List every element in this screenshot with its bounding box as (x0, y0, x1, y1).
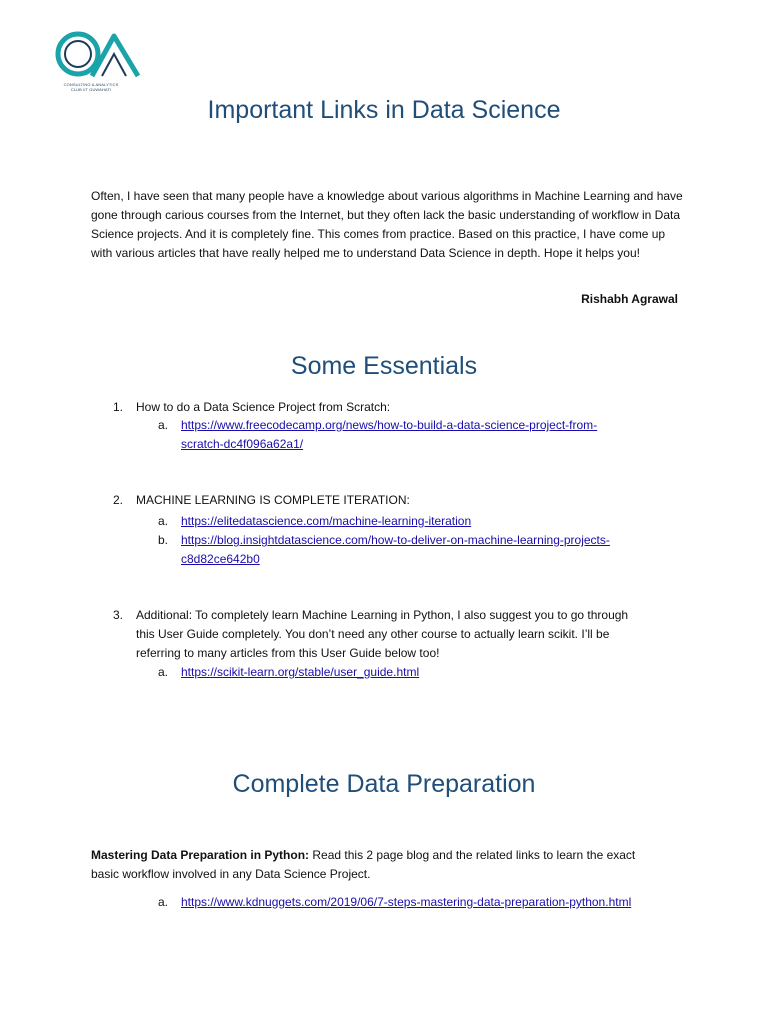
list-number: 2. (113, 493, 124, 507)
list-number: 3. (113, 608, 124, 622)
preparation-text: Read this 2 page blog and the related links to learn the exact (309, 848, 636, 862)
list-item-text: MACHINE LEARNING IS COMPLETE ITERATION: (136, 493, 410, 507)
sub-list-letter: b. (158, 533, 169, 547)
intro-paragraph: Often, I have seen that many people have a knowledge about various algorithms in Machine Learning and have gone through carious courses from the Internet, but they often lack the basic understanding of workflow in Data Science projects. And it is completely fine. This comes from practice. Based on this practice, I have come up with various articles that have really helped me to understand Data Science in depth. Hope it helps you! (91, 189, 683, 260)
preparation-paragraph-line2: basic workflow involved in any Data Science Project. (91, 867, 371, 881)
list-number: 1. (113, 400, 124, 414)
link-insightdatascience[interactable]: https://blog.insightdatascience.com/how-to-deliver-on-machine-learning-projects- (181, 533, 610, 547)
preparation-paragraph (91, 846, 691, 865)
link-kdnuggets[interactable]: https://www.kdnuggets.com/2019/06/7-steps-mastering-data-preparation-python.html (181, 895, 632, 909)
link-elitedatascience[interactable]: https://elitedatascience.com/machine-learning-iteration (181, 514, 472, 528)
link-scikit-learn[interactable]: https://scikit-learn.org/stable/user_guide.html (181, 665, 420, 679)
sub-list-letter: a. (158, 665, 169, 679)
link-freecodecamp-cont[interactable]: scratch-dc4f096a62a1/ (181, 437, 304, 451)
section-heading-preparation: Complete Data Preparation (232, 770, 536, 798)
list-item-text: referring to many articles from this User Guide below too! (136, 646, 440, 660)
link-freecodecamp[interactable]: https://www.freecodecamp.org/news/how-to-build-a-data-science-project-from- (181, 418, 598, 432)
preparation-lead: Mastering Data Preparation in Python: (91, 848, 310, 862)
sub-list-letter: a. (158, 895, 169, 909)
page-title: Important Links in Data Science (207, 96, 561, 124)
author-name: Rishabh Agrawal (581, 292, 678, 306)
list-item-text: this User Guide completely. You don’t need any other course to actually learn scikit. I’ll be (136, 627, 610, 641)
logo-caption: CONSULTING & ANALYTICS CLUB IIT GUWAHATI (63, 82, 119, 92)
section-heading-essentials: Some Essentials (290, 352, 478, 380)
sub-list-letter: a. (158, 514, 169, 528)
link-insightdatascience-cont[interactable]: c8d82ce642b0 (181, 552, 260, 566)
list-item-text: Additional: To completely learn Machine Learning in Python, I also suggest you to go through (136, 608, 629, 622)
sub-list-letter: a. (158, 418, 169, 432)
list-item-text: How to do a Data Science Project from Scratch: (136, 400, 391, 414)
logo-mark-icon (52, 28, 148, 88)
